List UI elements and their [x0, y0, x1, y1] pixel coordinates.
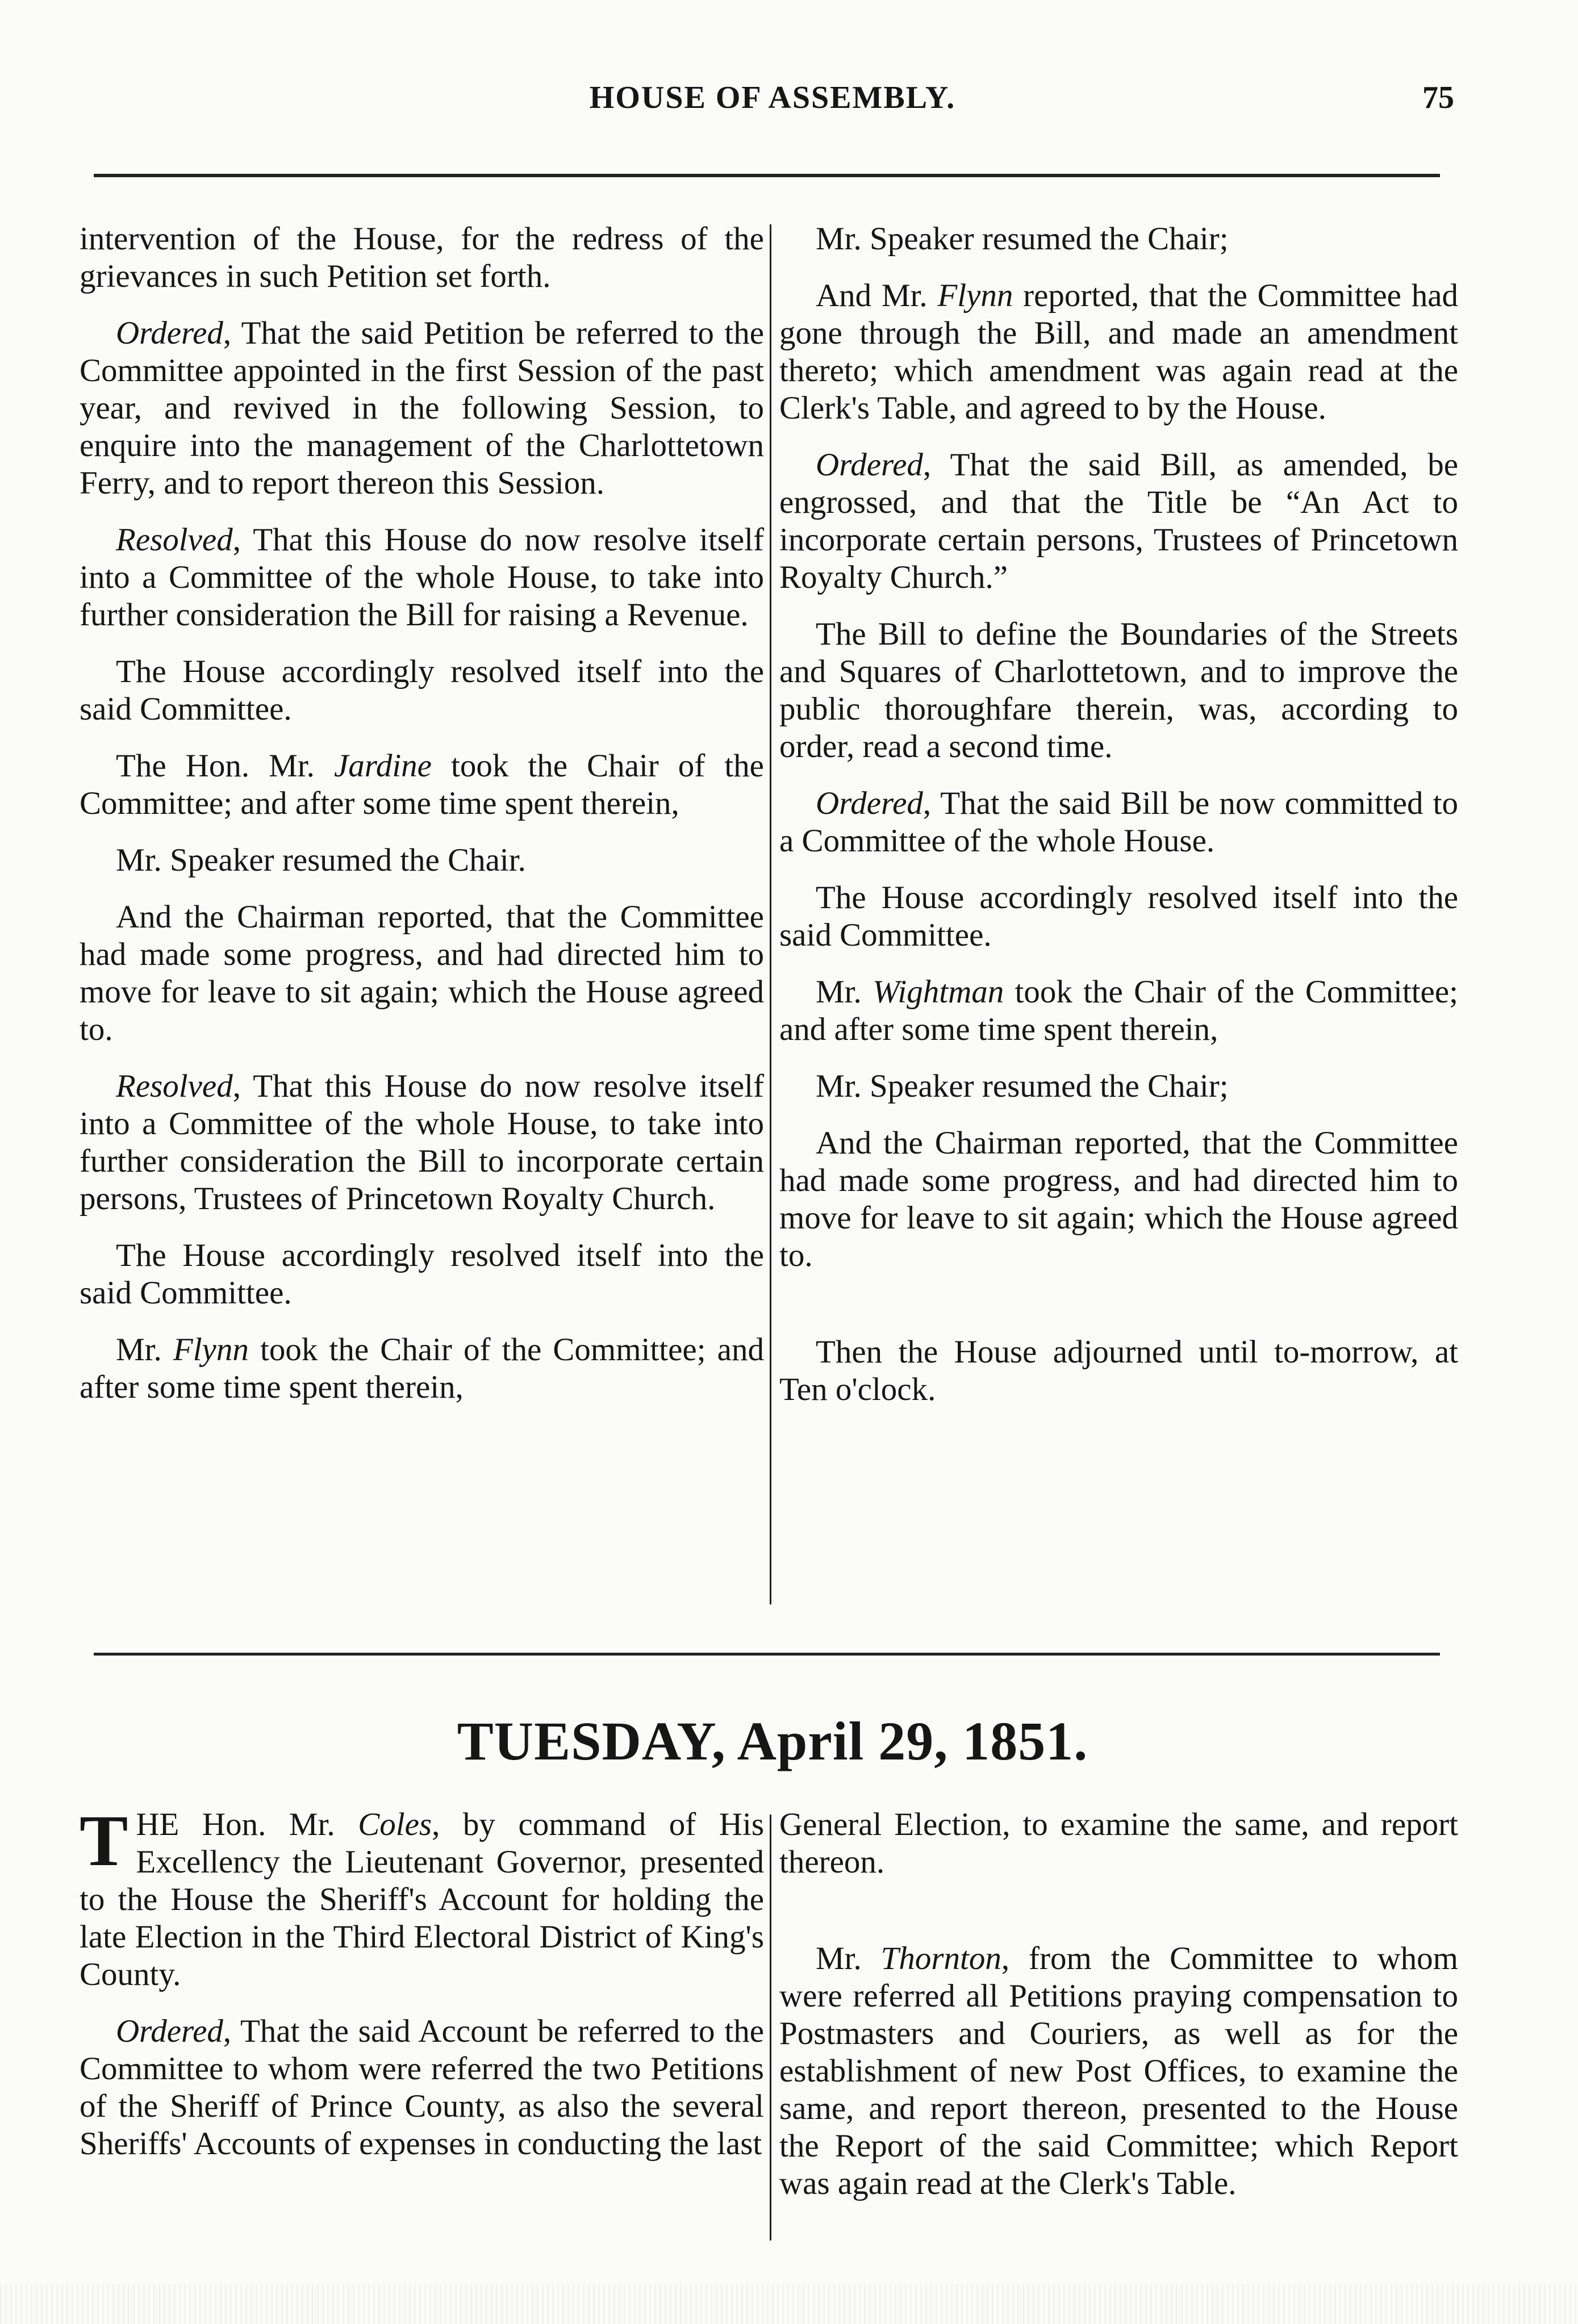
upper-left-column	[80, 220, 764, 1612]
drop-cap: T	[80, 1800, 128, 1881]
paragraph: And the Chairman reported, that the Committee had made some progress, and had directed him to move for leave to sit again; which the House agreed to.	[80, 899, 764, 1047]
lower-right-column	[779, 1806, 1458, 2249]
paragraph: Resolved, That this House do now resolve itself into a Committee of the whole House, to take into further consideration the Bill to incorporate certain persons, Trustees of Princetown Royalty Church.	[80, 1068, 764, 1217]
paragraph: Resolved, That this House do now resolve itself into a Committee of the whole House, to take into further consideration the Bill for raising a Revenue.	[80, 522, 764, 633]
page-number: 75	[1422, 80, 1454, 115]
paragraph: Mr. Speaker resumed the Chair;	[816, 1068, 1229, 1104]
spacer	[779, 1294, 1458, 1334]
lower-left-column	[80, 1800, 765, 2249]
paragraph: The House accordingly resolved itself into the said Committee.	[80, 654, 764, 727]
paragraph: Then the House adjourned until to-morrow, at Ten o'clock.	[779, 1334, 1458, 1407]
spacer	[779, 1900, 1458, 1940]
paragraph: Ordered, That the said Bill, as amended, be engrossed, and that the Title be “An Act to incorporate certain persons, Trustees of Princetown Royalty Church.”	[779, 447, 1458, 595]
date-heading: TUESDAY, April 29, 1851.	[457, 1711, 1088, 1771]
paragraph: And the Chairman reported, that the Committee had made some progress, and had directed him to move for leave to sit again; which the House agreed to.	[779, 1125, 1458, 1273]
running-title: HOUSE OF ASSEMBLY.	[589, 80, 956, 115]
paragraph: Mr. Speaker resumed the Chair.	[116, 842, 526, 878]
paragraph: Mr. Thornton, from the Committee to whom were referred all Petitions praying compensation to Postmasters and Couriers, as well as for the establishment of new Post Offices, to examine the same, and report thereon, presented to the House the Report of the said Committee; which Report was again read at the Clerk's Table.	[779, 1941, 1458, 2201]
header-rule	[94, 174, 1440, 177]
paragraph: THE Hon. Mr. Coles, by command of His Excellency the Lieutenant Governor, presented to the House the Sheriff's Account for holding the late Election in the Third Electoral District of King's County.	[80, 1800, 765, 1992]
upper-right-column	[779, 220, 1458, 1612]
column-divider	[770, 1815, 771, 2241]
paragraph: intervention of the House, for the redress of the grievances in such Petition set forth.	[80, 221, 764, 294]
running-head	[91, 80, 1454, 131]
paragraph: Mr. Speaker resumed the Chair;	[816, 221, 1229, 257]
paragraph: Ordered, That the said Bill be now committed to a Committee of the whole House.	[779, 785, 1458, 859]
paragraph: Mr. Flynn took the Chair of the Committee; and after some time spent therein,	[80, 1332, 764, 1405]
section-rule	[94, 1653, 1440, 1656]
paragraph: And Mr. Flynn reported, that the Committee had gone through the Bill, and made an amendment thereto; which amendment was again read at the Clerk's Table, and agreed to by the House.	[779, 278, 1458, 426]
paragraph: The Hon. Mr. Jardine took the Chair of the Committee; and after some time spent therein,	[80, 748, 764, 821]
paragraph: The House accordingly resolved itself into the said Committee.	[80, 1238, 764, 1311]
paragraph: Mr. Wightman took the Chair of the Committee; and after some time spent therein,	[779, 974, 1458, 1047]
column-divider	[770, 224, 771, 1604]
paragraph: Ordered, That the said Account be referred to the Committee to whom were referred the two Petitions of the Sheriff of Prince County, as also the several Sheriffs' Accounts of expenses in conducting the last	[80, 2013, 764, 2162]
paragraph: Ordered, That the said Petition be referred to the Committee appointed in the first Session of the past year, and revived in the following Session, to enquire into the management of the Charlottetown Ferry, and to report thereon this Session.	[80, 315, 764, 501]
paragraph: General Election, to examine the same, and report thereon.	[779, 1807, 1458, 1880]
scan-noise	[0, 2284, 1578, 2324]
paragraph: The Bill to define the Boundaries of the Streets and Squares of Charlottetown, and to improve the public thoroughfare therein, was, according to order, read a second time.	[779, 616, 1458, 764]
paragraph: The House accordingly resolved itself into the said Committee.	[779, 880, 1458, 953]
